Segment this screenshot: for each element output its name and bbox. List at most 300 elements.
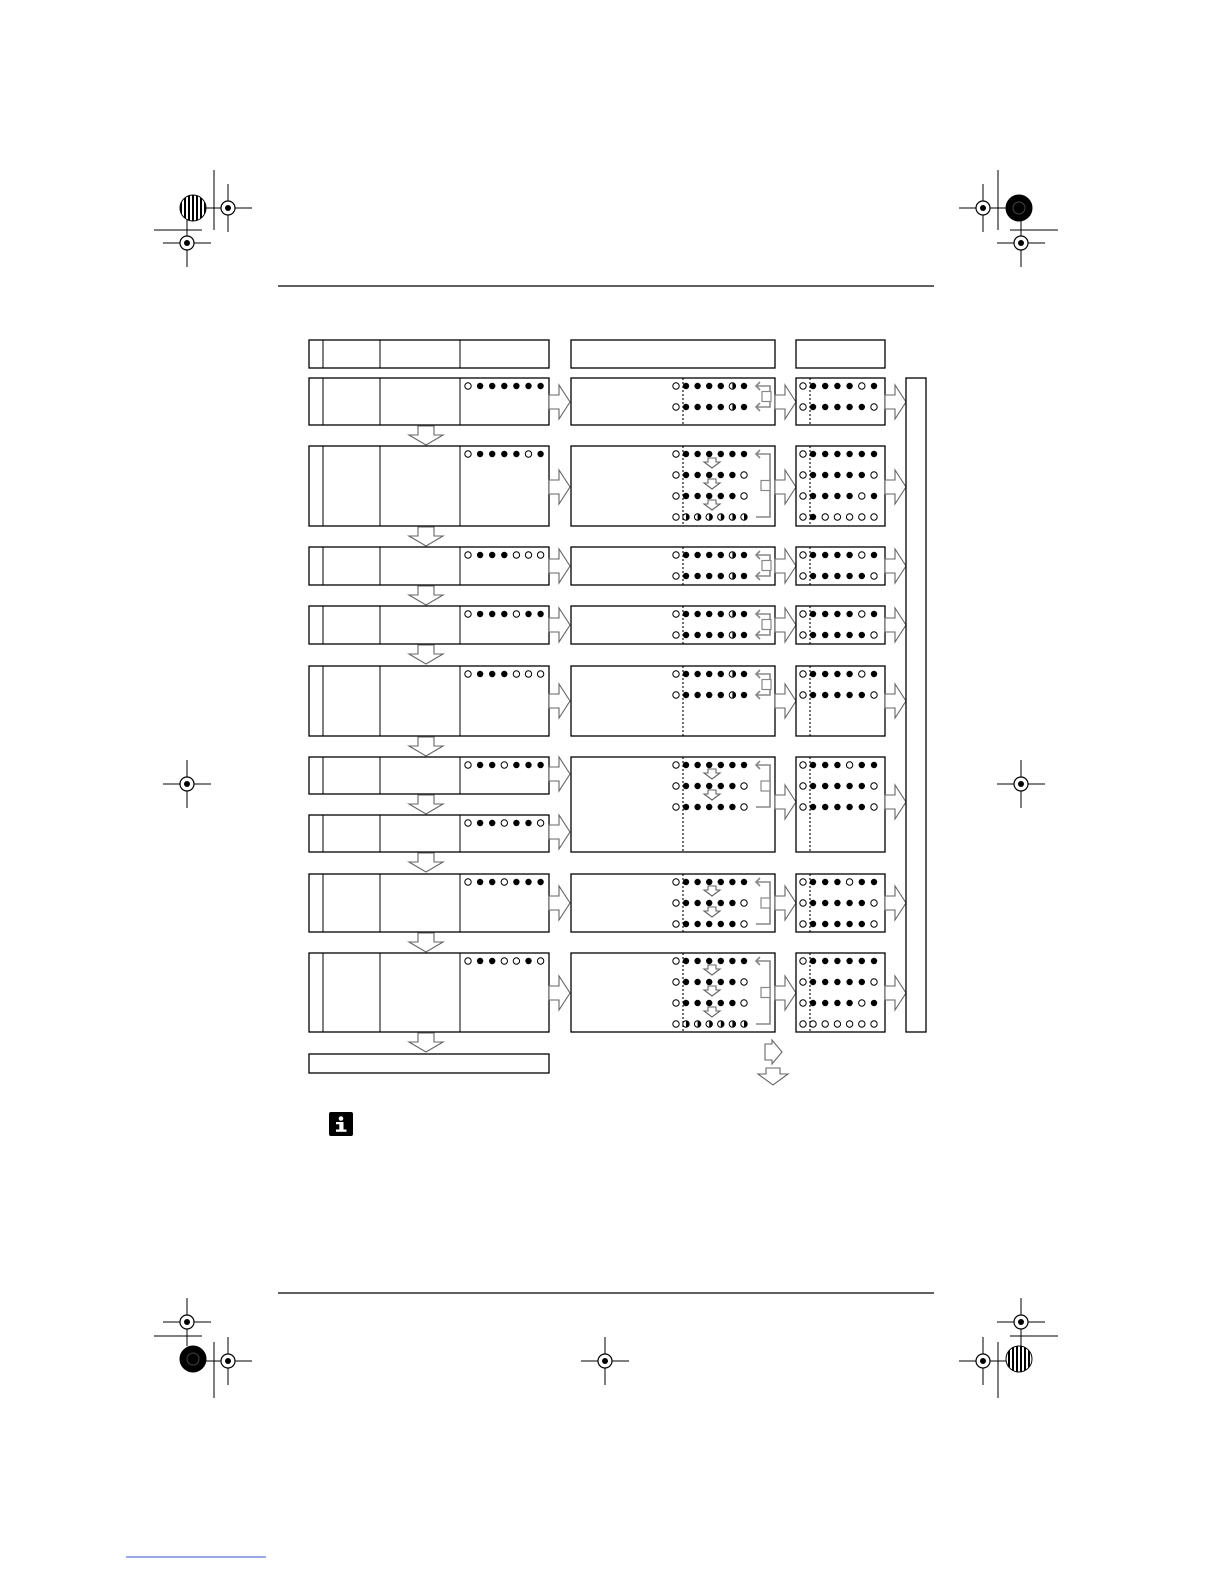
led-ring xyxy=(673,472,679,478)
led-on-icon xyxy=(859,804,865,810)
led-off-icon xyxy=(800,1021,806,1027)
led-on-icon xyxy=(729,472,735,478)
led-dot xyxy=(741,692,747,698)
led-on-icon xyxy=(834,692,840,698)
led-on-icon xyxy=(810,958,816,964)
led-dot xyxy=(810,879,816,885)
led-on-icon xyxy=(846,900,852,906)
return-bar xyxy=(906,378,926,1032)
flow-right-arrow-icon xyxy=(775,886,796,920)
led-half-icon xyxy=(729,514,735,520)
led-dot xyxy=(859,804,865,810)
led-half-icon xyxy=(729,1021,735,1027)
led-dot xyxy=(718,979,724,985)
led-dot xyxy=(859,783,865,789)
led-on-icon xyxy=(822,451,828,457)
led-on-icon xyxy=(477,611,483,617)
led-off-icon xyxy=(800,692,806,698)
led-on-icon xyxy=(834,1000,840,1006)
led-off-icon xyxy=(501,762,507,768)
led-dot xyxy=(729,762,735,768)
led-dot xyxy=(683,1000,689,1006)
led-dot xyxy=(822,783,828,789)
led-on-icon xyxy=(694,404,700,410)
led-on-icon xyxy=(525,762,531,768)
led-ring xyxy=(800,1021,806,1027)
led-ring xyxy=(673,879,679,885)
led-dot xyxy=(810,632,816,638)
result-box xyxy=(796,666,885,736)
led-off-icon xyxy=(673,783,679,789)
led-on-icon xyxy=(859,573,865,579)
flow-right-arrow-icon xyxy=(885,785,906,819)
led-on-icon xyxy=(846,573,852,579)
led-dot xyxy=(822,632,828,638)
led-off-icon xyxy=(673,383,679,389)
led-dot xyxy=(718,611,724,617)
led-on-icon xyxy=(501,383,507,389)
led-on-icon xyxy=(513,762,519,768)
reg-dot xyxy=(184,240,190,246)
led-dot xyxy=(871,493,877,499)
led-dot xyxy=(729,900,735,906)
led-on-icon xyxy=(525,611,531,617)
led-on-icon xyxy=(683,404,689,410)
led-on-icon xyxy=(810,1000,816,1006)
led-on-icon xyxy=(846,611,852,617)
led-dot xyxy=(706,900,712,906)
led-ring xyxy=(673,514,679,520)
led-off-icon xyxy=(673,692,679,698)
registration-mark-icon xyxy=(581,1337,629,1385)
led-on-icon xyxy=(683,958,689,964)
led-on-icon xyxy=(741,632,747,638)
led-dot xyxy=(718,1000,724,1006)
led-dot xyxy=(683,632,689,638)
led-on-icon xyxy=(846,472,852,478)
led-on-icon xyxy=(477,383,483,389)
led-dot xyxy=(694,632,700,638)
led-ring xyxy=(673,404,679,410)
led-dot xyxy=(810,692,816,698)
led-on-icon xyxy=(846,671,852,677)
sequence-bracket-box xyxy=(761,898,770,908)
led-ring xyxy=(810,1021,816,1027)
led-dot xyxy=(706,671,712,677)
led-dot xyxy=(810,958,816,964)
sequence-bracket-box xyxy=(761,481,770,491)
led-off-icon xyxy=(673,1000,679,1006)
led-dot xyxy=(834,1000,840,1006)
led-dot xyxy=(871,1000,877,1006)
led-ring xyxy=(871,632,877,638)
led-on-icon xyxy=(834,900,840,906)
led-on-icon xyxy=(706,900,712,906)
step-box xyxy=(309,547,549,585)
led-on-icon xyxy=(822,383,828,389)
led-on-icon xyxy=(513,879,519,885)
led-dot xyxy=(718,804,724,810)
led-on-icon xyxy=(834,762,840,768)
led-half-icon xyxy=(718,514,724,520)
led-dot xyxy=(683,671,689,677)
led-dot xyxy=(846,472,852,478)
left-column xyxy=(309,378,570,1052)
led-ring xyxy=(800,632,806,638)
color-wheel-icon xyxy=(1006,1346,1032,1372)
result-box xyxy=(796,874,885,932)
led-ring xyxy=(673,958,679,964)
led-on-icon xyxy=(694,472,700,478)
led-on-icon xyxy=(871,552,877,558)
led-off-icon xyxy=(800,573,806,579)
led-off-icon xyxy=(800,451,806,457)
led-off-icon xyxy=(741,979,747,985)
flow-down-arrow-icon xyxy=(409,426,443,445)
led-on-icon xyxy=(810,472,816,478)
led-dot xyxy=(822,671,828,677)
led-dot xyxy=(501,611,507,617)
led-ring xyxy=(800,879,806,885)
led-ring xyxy=(513,552,519,558)
led-on-icon xyxy=(718,493,724,499)
led-dot xyxy=(834,762,840,768)
result-box xyxy=(796,378,885,425)
led-off-icon xyxy=(465,762,471,768)
led-ring xyxy=(673,451,679,457)
led-on-icon xyxy=(741,404,747,410)
led-on-icon xyxy=(718,804,724,810)
led-dot xyxy=(822,692,828,698)
led-dot xyxy=(537,451,543,457)
reg-dot xyxy=(184,1319,190,1325)
reg-dot xyxy=(225,1358,231,1364)
header-right-box xyxy=(796,340,885,368)
step-row xyxy=(309,815,549,852)
led-off-icon xyxy=(859,1021,865,1027)
color-wheel-icon xyxy=(1006,195,1032,221)
led-ring xyxy=(822,1021,828,1027)
led-ring xyxy=(800,671,806,677)
led-half-icon xyxy=(729,404,735,410)
led-half-icon xyxy=(718,1021,724,1027)
led-on-icon xyxy=(513,820,519,826)
led-on-icon xyxy=(718,671,724,677)
result-box xyxy=(796,606,885,644)
led-off-icon xyxy=(537,552,543,558)
led-dot xyxy=(846,493,852,499)
led-ring xyxy=(846,762,852,768)
led-on-icon xyxy=(871,1000,877,1006)
led-on-icon xyxy=(537,611,543,617)
led-ring xyxy=(525,451,531,457)
led-off-icon xyxy=(871,979,877,985)
led-on-icon xyxy=(810,514,816,520)
led-on-icon xyxy=(810,879,816,885)
led-on-icon xyxy=(694,552,700,558)
led-on-icon xyxy=(718,404,724,410)
reg-dot xyxy=(980,1358,986,1364)
led-off-icon xyxy=(871,514,877,520)
led-dot xyxy=(537,879,543,885)
led-ring xyxy=(537,671,543,677)
led-off-icon xyxy=(537,671,543,677)
led-on-icon xyxy=(489,671,495,677)
led-on-icon xyxy=(741,958,747,964)
led-dot xyxy=(810,762,816,768)
flow-right-arrow-icon xyxy=(549,815,570,849)
led-dot xyxy=(501,451,507,457)
led-on-icon xyxy=(846,1000,852,1006)
led-dot xyxy=(706,472,712,478)
led-dot xyxy=(846,573,852,579)
led-ring xyxy=(859,671,865,677)
led-off-icon xyxy=(846,762,852,768)
flow-right-arrow-icon xyxy=(775,470,796,504)
led-ring xyxy=(800,692,806,698)
led-off-icon xyxy=(673,514,679,520)
led-off-icon xyxy=(501,958,507,964)
led-dot xyxy=(859,762,865,768)
led-on-icon xyxy=(741,762,747,768)
flow-down-arrow-icon xyxy=(409,586,443,605)
led-half-icon xyxy=(729,552,735,558)
led-off-icon xyxy=(741,921,747,927)
led-dot xyxy=(859,472,865,478)
led-dot xyxy=(683,762,689,768)
led-off-icon xyxy=(673,762,679,768)
led-dot xyxy=(846,979,852,985)
led-on-icon xyxy=(706,879,712,885)
led-on-icon xyxy=(729,879,735,885)
transition-box xyxy=(571,757,775,852)
led-off-icon xyxy=(513,958,519,964)
step-box xyxy=(309,757,549,794)
led-on-icon xyxy=(729,493,735,499)
led-dot xyxy=(694,573,700,579)
flow-right-arrow-icon xyxy=(885,684,906,718)
led-dot xyxy=(741,383,747,389)
led-on-icon xyxy=(706,671,712,677)
led-dot xyxy=(477,671,483,677)
led-dot xyxy=(718,451,724,457)
led-dot xyxy=(477,820,483,826)
led-ring xyxy=(871,783,877,789)
led-off-icon xyxy=(673,493,679,499)
led-dot xyxy=(718,632,724,638)
led-dot xyxy=(718,783,724,789)
result-frame xyxy=(796,953,885,1032)
led-on-icon xyxy=(822,762,828,768)
reg-dot xyxy=(184,781,190,787)
led-on-icon xyxy=(706,472,712,478)
led-ring xyxy=(501,879,507,885)
led-on-icon xyxy=(822,921,828,927)
result-box xyxy=(796,446,885,526)
wheel-disc xyxy=(1006,195,1032,221)
led-on-icon xyxy=(834,383,840,389)
led-ring xyxy=(673,1000,679,1006)
led-on-icon xyxy=(859,404,865,410)
led-dot xyxy=(741,762,747,768)
led-on-icon xyxy=(718,783,724,789)
led-on-icon xyxy=(834,493,840,499)
led-dot xyxy=(694,1000,700,1006)
led-on-icon xyxy=(706,404,712,410)
led-ring xyxy=(741,783,747,789)
led-on-icon xyxy=(729,921,735,927)
led-ring xyxy=(800,404,806,410)
led-off-icon xyxy=(800,671,806,677)
led-ring xyxy=(846,514,852,520)
led-dot xyxy=(489,958,495,964)
led-off-icon xyxy=(673,404,679,410)
led-dot xyxy=(871,671,877,677)
led-on-icon xyxy=(871,762,877,768)
led-ring xyxy=(673,573,679,579)
led-on-icon xyxy=(741,671,747,677)
led-dot xyxy=(859,632,865,638)
led-on-icon xyxy=(706,611,712,617)
led-dot xyxy=(706,493,712,499)
led-dot xyxy=(846,783,852,789)
led-on-icon xyxy=(706,573,712,579)
registration-mark-icon xyxy=(204,184,252,232)
led-ring xyxy=(741,1000,747,1006)
step-row xyxy=(309,606,549,644)
flow-down-arrow-icon xyxy=(409,933,443,952)
led-ring xyxy=(800,804,806,810)
led-on-icon xyxy=(683,692,689,698)
led-dot xyxy=(729,804,735,810)
led-half-icon xyxy=(683,514,689,520)
led-off-icon xyxy=(673,1021,679,1027)
led-ring xyxy=(871,979,877,985)
led-on-icon xyxy=(706,552,712,558)
led-on-icon xyxy=(683,1000,689,1006)
led-dot xyxy=(834,783,840,789)
led-dot xyxy=(489,879,495,885)
led-ring xyxy=(741,921,747,927)
led-on-icon xyxy=(810,552,816,558)
led-ring xyxy=(859,552,865,558)
registration-mark-icon xyxy=(163,760,211,808)
led-ring xyxy=(800,979,806,985)
led-off-icon xyxy=(673,900,679,906)
led-dot xyxy=(525,762,531,768)
led-dot xyxy=(706,404,712,410)
swap-bracket-box xyxy=(762,680,771,690)
wheel-disc xyxy=(180,195,206,221)
led-ring xyxy=(800,958,806,964)
led-off-icon xyxy=(800,404,806,410)
right-column xyxy=(796,378,906,1032)
led-on-icon xyxy=(706,632,712,638)
led-on-icon xyxy=(477,552,483,558)
led-on-icon xyxy=(477,820,483,826)
led-on-icon xyxy=(525,383,531,389)
led-dot xyxy=(810,383,816,389)
led-dot xyxy=(525,383,531,389)
led-dot xyxy=(810,611,816,617)
led-on-icon xyxy=(822,573,828,579)
led-dot xyxy=(489,762,495,768)
led-off-icon xyxy=(846,514,852,520)
led-dot xyxy=(871,879,877,885)
led-on-icon xyxy=(718,472,724,478)
led-on-icon xyxy=(718,552,724,558)
led-off-icon xyxy=(465,383,471,389)
led-on-icon xyxy=(501,671,507,677)
led-half-icon xyxy=(694,514,700,520)
led-dot xyxy=(834,879,840,885)
led-on-icon xyxy=(810,692,816,698)
led-dot xyxy=(834,692,840,698)
led-dot xyxy=(706,879,712,885)
led-ring xyxy=(741,900,747,906)
led-off-icon xyxy=(501,879,507,885)
led-on-icon xyxy=(810,632,816,638)
led-ring xyxy=(834,1021,840,1027)
led-on-icon xyxy=(834,921,840,927)
flow-right-arrow-icon xyxy=(885,886,906,920)
led-on-icon xyxy=(810,451,816,457)
led-off-icon xyxy=(800,879,806,885)
led-off-icon xyxy=(741,472,747,478)
led-on-icon xyxy=(822,879,828,885)
led-on-icon xyxy=(846,632,852,638)
led-on-icon xyxy=(694,632,700,638)
led-on-icon xyxy=(810,762,816,768)
led-dot xyxy=(846,451,852,457)
transition-box xyxy=(571,446,775,526)
led-off-icon xyxy=(525,671,531,677)
led-on-icon xyxy=(846,804,852,810)
led-dot xyxy=(822,879,828,885)
led-dot xyxy=(683,958,689,964)
led-dot xyxy=(741,632,747,638)
led-on-icon xyxy=(694,493,700,499)
led-dot xyxy=(477,451,483,457)
led-ring xyxy=(673,611,679,617)
led-dot xyxy=(859,921,865,927)
led-half-icon xyxy=(683,1021,689,1027)
led-dot xyxy=(871,762,877,768)
led-off-icon xyxy=(871,1021,877,1027)
led-dot xyxy=(859,879,865,885)
led-on-icon xyxy=(537,762,543,768)
led-dot xyxy=(822,804,828,810)
led-dot xyxy=(694,404,700,410)
led-on-icon xyxy=(859,921,865,927)
led-dot xyxy=(706,762,712,768)
led-dot xyxy=(501,671,507,677)
led-on-icon xyxy=(706,692,712,698)
led-ring xyxy=(846,1021,852,1027)
led-on-icon xyxy=(718,611,724,617)
led-on-icon xyxy=(694,879,700,885)
led-dot xyxy=(846,611,852,617)
led-dot xyxy=(489,671,495,677)
led-ring xyxy=(465,611,471,617)
led-off-icon xyxy=(800,514,806,520)
led-dot xyxy=(822,493,828,499)
step-row xyxy=(309,757,549,794)
led-on-icon xyxy=(871,611,877,617)
led-dot xyxy=(683,921,689,927)
legend-right-arrow-icon xyxy=(765,1040,782,1064)
led-on-icon xyxy=(834,671,840,677)
